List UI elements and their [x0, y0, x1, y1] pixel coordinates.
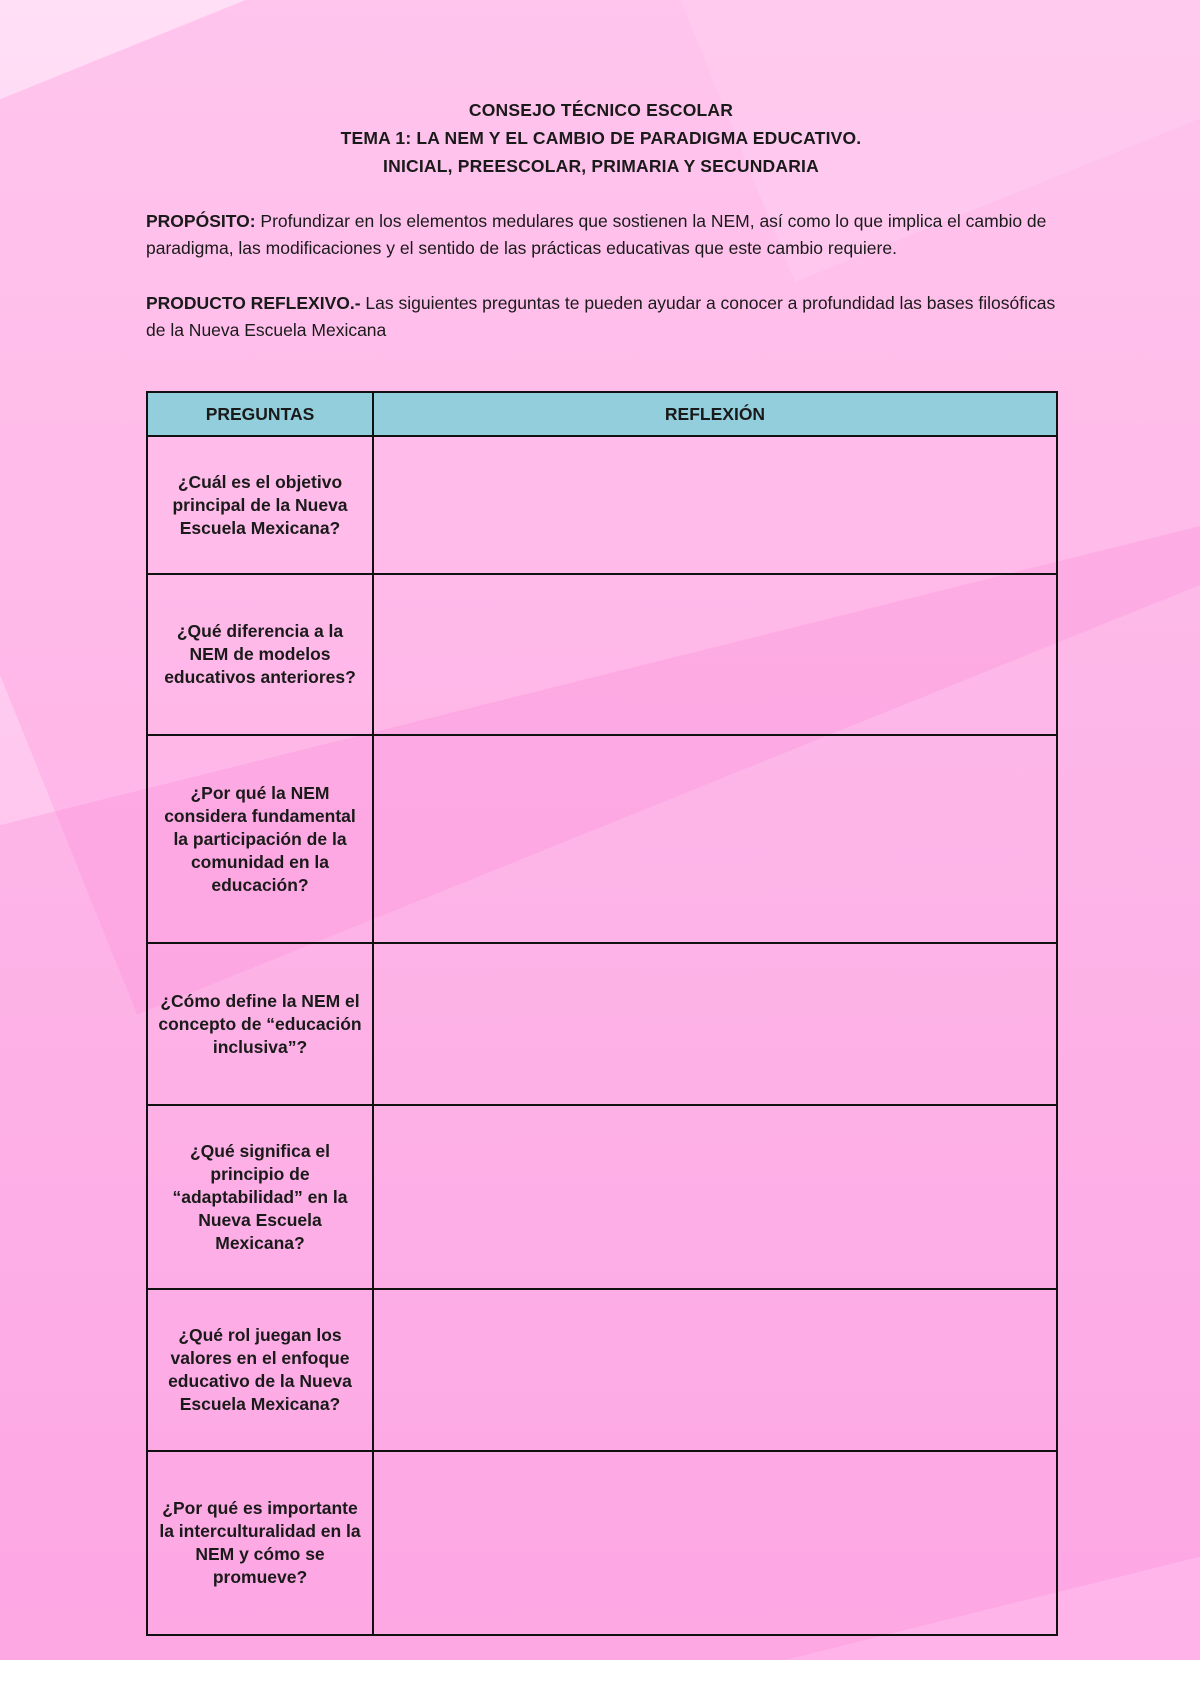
page-bottom-margin: [0, 1660, 1200, 1696]
table-row: [147, 1289, 1057, 1451]
reflection-cell[interactable]: [373, 574, 1057, 735]
reflection-cell[interactable]: [373, 943, 1057, 1105]
table-row: [147, 1105, 1057, 1289]
document-header: [146, 96, 1056, 180]
reflection-cell[interactable]: [373, 436, 1057, 574]
question-cell: ¿Qué diferencia a la NEM de modelos educativos anteriores?: [147, 574, 373, 735]
questions-table: [146, 391, 1058, 1636]
purpose-paragraph: [146, 208, 1056, 262]
product-label: PRODUCTO REFLEXIVO.-: [146, 293, 361, 313]
header-title: CONSEJO TÉCNICO ESCOLAR: [468, 100, 734, 120]
product-text: Las siguientes preguntas te pueden ayudar a conocer a profundidad las bases filosóficas de la Nueva Escuela Mexicana: [146, 293, 1056, 340]
column-header-questions: PREGUNTAS: [147, 392, 373, 436]
column-header-reflection: REFLEXIÓN: [373, 392, 1057, 436]
document-content: [146, 96, 1056, 344]
table-row: [147, 436, 1057, 574]
table-row: [147, 735, 1057, 943]
question-cell: ¿Cuál es el objetivo principal de la Nueva Escuela Mexicana?: [147, 436, 373, 574]
purpose-label: PROPÓSITO:: [146, 211, 256, 231]
reflection-cell[interactable]: [373, 1105, 1057, 1289]
question-cell: ¿Qué significa el principio de “adaptabilidad” en la Nueva Escuela Mexicana?: [147, 1105, 373, 1289]
header-topic: TEMA 1: LA NEM Y EL CAMBIO DE PARADIGMA EDUCATIVO.: [340, 128, 862, 148]
question-cell: ¿Qué rol juegan los valores en el enfoque educativo de la Nueva Escuela Mexicana?: [147, 1289, 373, 1451]
product-paragraph: [146, 290, 1056, 344]
table-row: [147, 1451, 1057, 1635]
reflection-cell[interactable]: [373, 1451, 1057, 1635]
table-header-row: [147, 392, 1057, 436]
reflection-cell[interactable]: [373, 1289, 1057, 1451]
question-cell: ¿Por qué es importante la interculturalidad en la NEM y cómo se promueve?: [147, 1451, 373, 1635]
header-levels: INICIAL, PREESCOLAR, PRIMARIA Y SECUNDARIA: [383, 156, 819, 176]
table-row: [147, 943, 1057, 1105]
table-row: [147, 574, 1057, 735]
question-cell: ¿Cómo define la NEM el concepto de “educación inclusiva”?: [147, 943, 373, 1105]
purpose-text: Profundizar en los elementos medulares que sostienen la NEM, así como lo que implica el cambio de paradigma, las modificaciones y el sentido de las prácticas educativas que este cambio requiere.: [146, 211, 1047, 258]
question-cell: ¿Por qué la NEM considera fundamental la participación de la comunidad en la educación?: [147, 735, 373, 943]
reflection-cell[interactable]: [373, 735, 1057, 943]
